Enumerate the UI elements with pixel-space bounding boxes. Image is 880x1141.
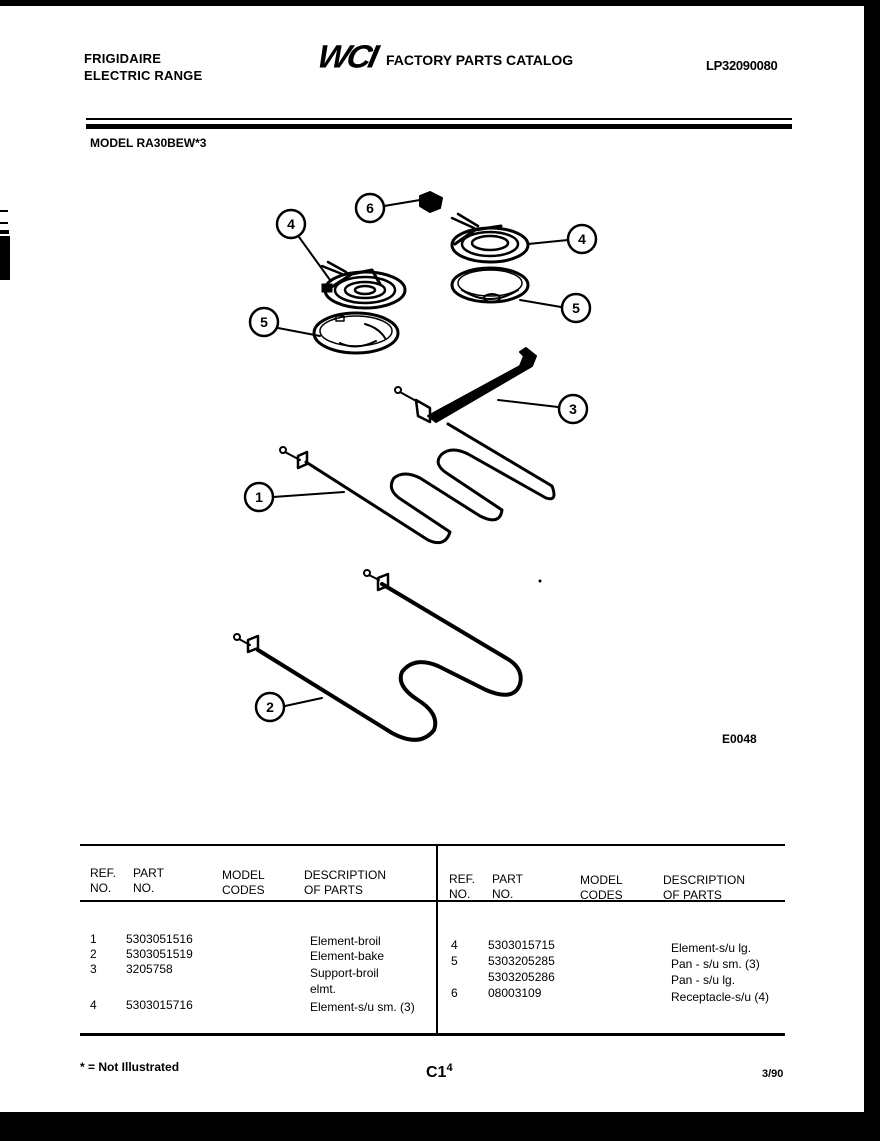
- callout-4-left: [277, 210, 305, 238]
- surface-element-left: [322, 262, 405, 308]
- figure-code: E0048: [722, 732, 757, 746]
- callout-leaders: [273, 237, 568, 706]
- callout-6: [356, 194, 384, 222]
- callout-3: [559, 395, 587, 423]
- svg-text:4: 4: [578, 231, 586, 247]
- svg-text:3: 3: [569, 401, 577, 417]
- scan-dot: [539, 580, 542, 583]
- drip-pan-right: [452, 268, 528, 302]
- table-column-divider: [436, 846, 438, 1034]
- col-header-desc-right: DESCRIPTION OF PARTS: [663, 873, 746, 902]
- broil-element: [280, 424, 554, 543]
- not-illustrated-note: * = Not Illustrated: [80, 1060, 180, 1074]
- callout-5-left: [250, 308, 278, 336]
- col-header-ref: REF. NO.: [90, 866, 117, 895]
- svg-text:4: 4: [287, 216, 295, 232]
- callout-2: [256, 693, 284, 721]
- catalog-number: LP32090080: [706, 58, 778, 73]
- col-header-model: MODEL CODES: [222, 868, 265, 897]
- svg-text:5: 5: [572, 300, 580, 316]
- page-number: $C1^4$: [426, 1062, 453, 1081]
- col-header-desc: DESCRIPTION OF PARTS: [304, 868, 387, 897]
- col-header-ref-right: REF. NO.: [449, 872, 476, 901]
- svg-text:5: 5: [260, 314, 268, 330]
- col-header-model-right: MODEL CODES: [580, 873, 623, 902]
- callout-1: [245, 483, 273, 511]
- broil-support-bracket: [395, 348, 536, 422]
- model-number: MODEL RA30BEW*3: [90, 136, 207, 150]
- brand-name: FRIGIDAIRE: [84, 51, 162, 66]
- col-header-part: PART NO.: [133, 866, 164, 895]
- svg-text:6: 6: [366, 200, 374, 216]
- wci-logo: WCI: [314, 38, 379, 76]
- table-bottom-rule: [80, 1033, 785, 1036]
- surface-element-right: [452, 214, 528, 262]
- receptacle-part: [384, 192, 442, 212]
- callout-4-right: [568, 225, 596, 253]
- svg-text:2: 2: [266, 699, 274, 715]
- table-top-rule: [80, 844, 785, 846]
- drip-pan-left: [314, 313, 398, 353]
- callout-5-right: [562, 294, 590, 322]
- svg-text:1: 1: [255, 489, 263, 505]
- col-header-part-right: PART NO.: [492, 872, 523, 901]
- catalog-title: FACTORY PARTS CATALOG: [386, 52, 574, 68]
- product-type: ELECTRIC RANGE: [84, 68, 203, 83]
- revision-date: 3/90: [762, 1068, 784, 1080]
